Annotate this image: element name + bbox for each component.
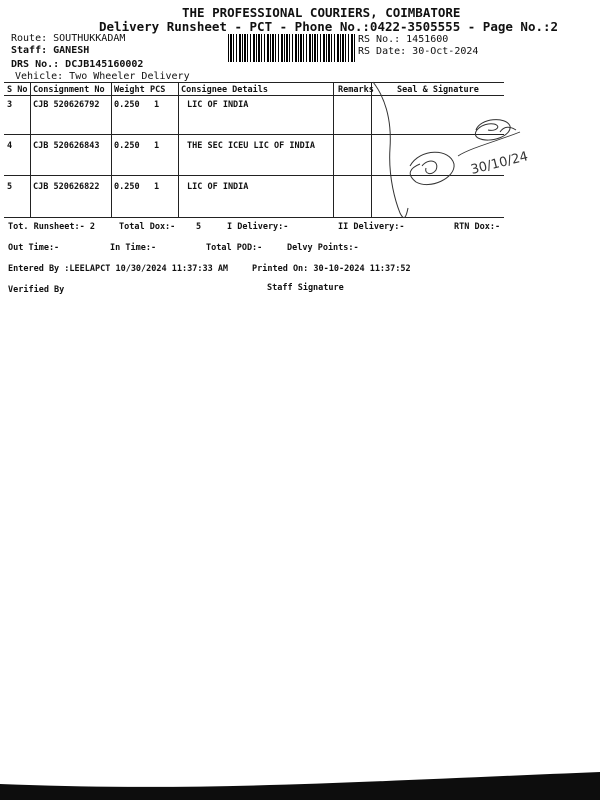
table-row-consignee: LIC OF INDIA bbox=[187, 182, 249, 192]
tot-runsheet: Tot. Runsheet:- 2 bbox=[8, 222, 95, 232]
runsheet-subtitle: Delivery Runsheet - PCT - Phone No.:0422-3505555 - Page No.:2 bbox=[99, 19, 559, 34]
total-pod: Total POD:- bbox=[206, 243, 263, 253]
rs-date: RS Date: 30-Oct-2024 bbox=[358, 46, 479, 57]
table-row-consignee: LIC OF INDIA bbox=[187, 100, 249, 110]
vehicle: Vehicle: Two Wheeler Delivery bbox=[15, 71, 190, 82]
table-row-sno: 3 bbox=[7, 100, 13, 110]
ii-delivery: II Delivery:- bbox=[338, 222, 405, 232]
col-header-weight: Weight bbox=[114, 85, 145, 95]
i-delivery: I Delivery:- bbox=[227, 222, 289, 232]
route: Route: SOUTHUKKADAM bbox=[11, 33, 126, 44]
col-header-seal: Seal & Signature bbox=[397, 85, 479, 95]
out-time: Out Time:- bbox=[8, 243, 60, 253]
signature-date: 30/10/24 bbox=[469, 149, 530, 178]
in-time: In Time:- bbox=[110, 243, 157, 253]
col-header-consignee: Consignee Details bbox=[181, 85, 268, 95]
rtn-dox: RTN Dox:- bbox=[454, 222, 501, 232]
entered-by: Entered By :LEELAPCT 10/30/2024 11:37:33 AM bbox=[8, 264, 229, 274]
col-header-remarks: Remarks bbox=[338, 85, 374, 95]
barcode bbox=[228, 34, 356, 62]
table-row-pcs: 1 bbox=[154, 141, 160, 151]
table-row-weight: 0.250 bbox=[114, 141, 140, 151]
col-header-consignment: Consignment No bbox=[33, 85, 105, 95]
table-row-weight: 0.250 bbox=[114, 100, 140, 110]
table-row-weight: 0.250 bbox=[114, 182, 140, 192]
table-row-pcs: 1 bbox=[154, 182, 160, 192]
delvy-points: Delvy Points:- bbox=[287, 243, 359, 253]
col-divider bbox=[111, 82, 112, 217]
printed-on: Printed On: 30-10-2024 11:37:52 bbox=[252, 264, 411, 274]
scan-shadow bbox=[0, 770, 600, 800]
table-row-consignee: THE SEC ICEU LIC OF INDIA bbox=[187, 141, 315, 151]
table-row-sno: 4 bbox=[7, 141, 13, 151]
table-row-consignment: CJB 520626822 bbox=[33, 182, 100, 192]
rs-number: RS No.: 1451600 bbox=[358, 34, 449, 45]
handwritten-signature bbox=[370, 78, 570, 228]
col-divider bbox=[30, 82, 31, 217]
col-divider bbox=[178, 82, 179, 217]
drs-number: DRS No.: DCJB145160002 bbox=[11, 59, 144, 70]
table-row-pcs: 1 bbox=[154, 100, 160, 110]
col-header-pcs: PCS bbox=[150, 85, 166, 95]
table-row-consignment: CJB 520626792 bbox=[33, 100, 100, 110]
total-dox-label: Total Dox:- bbox=[119, 222, 176, 232]
total-dox-value: 5 bbox=[196, 222, 202, 232]
col-header-sno: S No bbox=[7, 85, 28, 95]
verified-by: Verified By bbox=[8, 285, 65, 295]
col-divider bbox=[333, 82, 334, 217]
staff-signature: Staff Signature bbox=[267, 283, 344, 293]
table-row-consignment: CJB 520626843 bbox=[33, 141, 100, 151]
table-row-sno: 5 bbox=[7, 182, 13, 192]
company-title: THE PROFESSIONAL COURIERS, COIMBATORE bbox=[182, 5, 461, 20]
staff: Staff: GANESH bbox=[11, 45, 90, 56]
